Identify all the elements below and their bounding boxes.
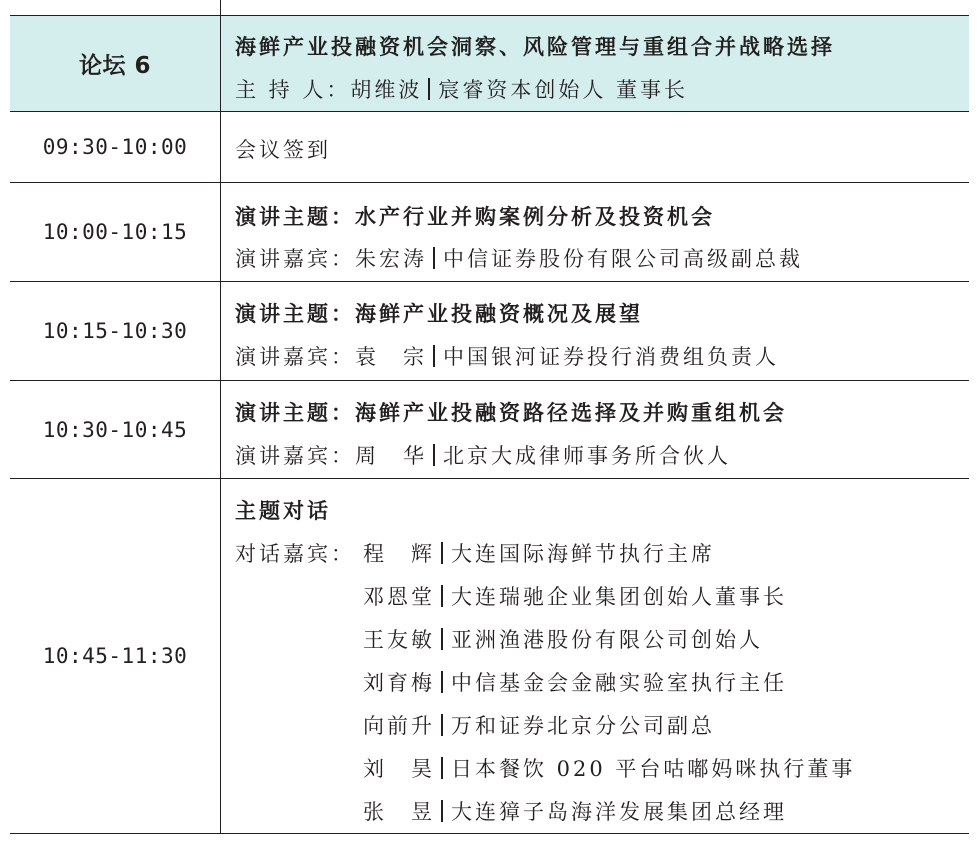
forum-title: 海鲜产业投融资机会洞察、风险管理与重组合并战略选择: [235, 35, 835, 59]
guest-name: 程 辉: [363, 542, 435, 566]
separator: [441, 585, 443, 607]
agenda-table: [10, 0, 969, 853]
time-slot: 09:30-10:00: [42, 135, 188, 159]
guest-title: 亚洲渔港股份有限公司创始人: [451, 628, 763, 652]
separator: [441, 757, 443, 779]
separator: [441, 542, 443, 564]
separator: [428, 78, 430, 100]
forum-label: 论坛 6: [78, 53, 151, 79]
agenda-content: [220, 183, 969, 281]
separator: [433, 247, 435, 269]
speaker-title: 北京大成律师事务所合伙人: [443, 444, 731, 468]
separator: [441, 714, 443, 736]
topic-label: 演讲主题：: [235, 204, 355, 229]
speaker-label: 演讲嘉宾：: [235, 345, 355, 369]
session-topic: [235, 397, 787, 427]
agenda-row: [10, 112, 969, 183]
speaker-label: 演讲嘉宾：: [235, 444, 355, 468]
guest-item: [363, 796, 787, 826]
guest-item: [363, 667, 787, 697]
agenda-content: [220, 381, 969, 478]
speaker-name: 袁 宗: [355, 345, 427, 369]
forum-header-row: [10, 15, 969, 112]
host-title: 宸睿资本创始人 董事长: [438, 78, 689, 102]
host-name: 胡维波: [350, 78, 423, 102]
guest-name: 王友敏: [363, 628, 435, 652]
agenda-row: [10, 183, 969, 282]
forum-info: [220, 16, 969, 111]
guest-name: 向前升: [363, 714, 435, 738]
separator: [441, 671, 443, 693]
session-speaker: [235, 341, 779, 371]
session-topic: [235, 201, 715, 231]
separator: [433, 345, 435, 367]
guest-title: 中信基金会金融实验室执行主任: [451, 671, 787, 695]
session-speaker: [235, 440, 731, 470]
agenda-row: [10, 381, 969, 479]
agenda-row: [10, 479, 969, 834]
session-speaker: [235, 243, 803, 273]
top-divider-line: [220, 0, 221, 15]
guest-label: 对话嘉宾：: [235, 542, 355, 566]
speaker-name: 周 华: [355, 444, 427, 468]
separator: [433, 444, 435, 466]
agenda-content: [220, 479, 969, 833]
speaker-title: 中信证券股份有限公司高级副总裁: [443, 247, 803, 271]
session-topic: [235, 298, 643, 328]
agenda-content: [220, 282, 969, 380]
topic-text: 海鲜产业投融资路径选择及并购重组机会: [355, 400, 787, 425]
guest-name: 刘育梅: [363, 671, 435, 695]
session-topic: 主题对话: [235, 498, 331, 523]
session-topic: 会议签到: [235, 138, 331, 162]
guest-item: [363, 538, 715, 568]
topic-label: 演讲主题：: [235, 400, 355, 425]
guest-title: 大连瑞驰企业集团创始人董事长: [451, 585, 787, 609]
time-slot: 10:30-10:45: [42, 417, 188, 442]
guest-title: 日本餐饮 020 平台咕嘟妈咪执行董事: [451, 757, 856, 781]
speaker-label: 演讲嘉宾：: [235, 247, 355, 271]
guest-item: [363, 710, 715, 740]
speaker-title: 中国银河证券投行消费组负责人: [443, 345, 779, 369]
time-slot: 10:15-10:30: [42, 319, 188, 343]
guest-item: [363, 753, 855, 783]
forum-host: [235, 74, 688, 104]
guest-item: [363, 581, 787, 611]
guest-title: 大连獐子岛海洋发展集团总经理: [451, 800, 787, 824]
agenda-content: [220, 112, 969, 182]
speaker-name: 朱宏涛: [355, 247, 427, 271]
guest-item: [363, 624, 763, 654]
topic-text: 海鲜产业投融资概况及展望: [355, 301, 643, 326]
separator: [441, 628, 443, 650]
time-slot: 10:45-11:30: [42, 644, 188, 668]
host-label: 主 持 人：: [235, 78, 351, 102]
time-slot: 10:00-10:15: [42, 220, 188, 244]
topic-label: 演讲主题：: [235, 301, 355, 326]
separator: [441, 800, 443, 822]
guest-name: 邓恩堂: [363, 585, 435, 609]
guest-title: 大连国际海鲜节执行主席: [451, 542, 715, 566]
guest-name: 刘 昊: [363, 757, 435, 781]
topic-text: 水产行业并购案例分析及投资机会: [355, 204, 715, 229]
agenda-row: [10, 282, 969, 381]
guest-name: 张 昱: [363, 800, 435, 824]
guest-title: 万和证券北京分公司副总: [451, 714, 715, 738]
